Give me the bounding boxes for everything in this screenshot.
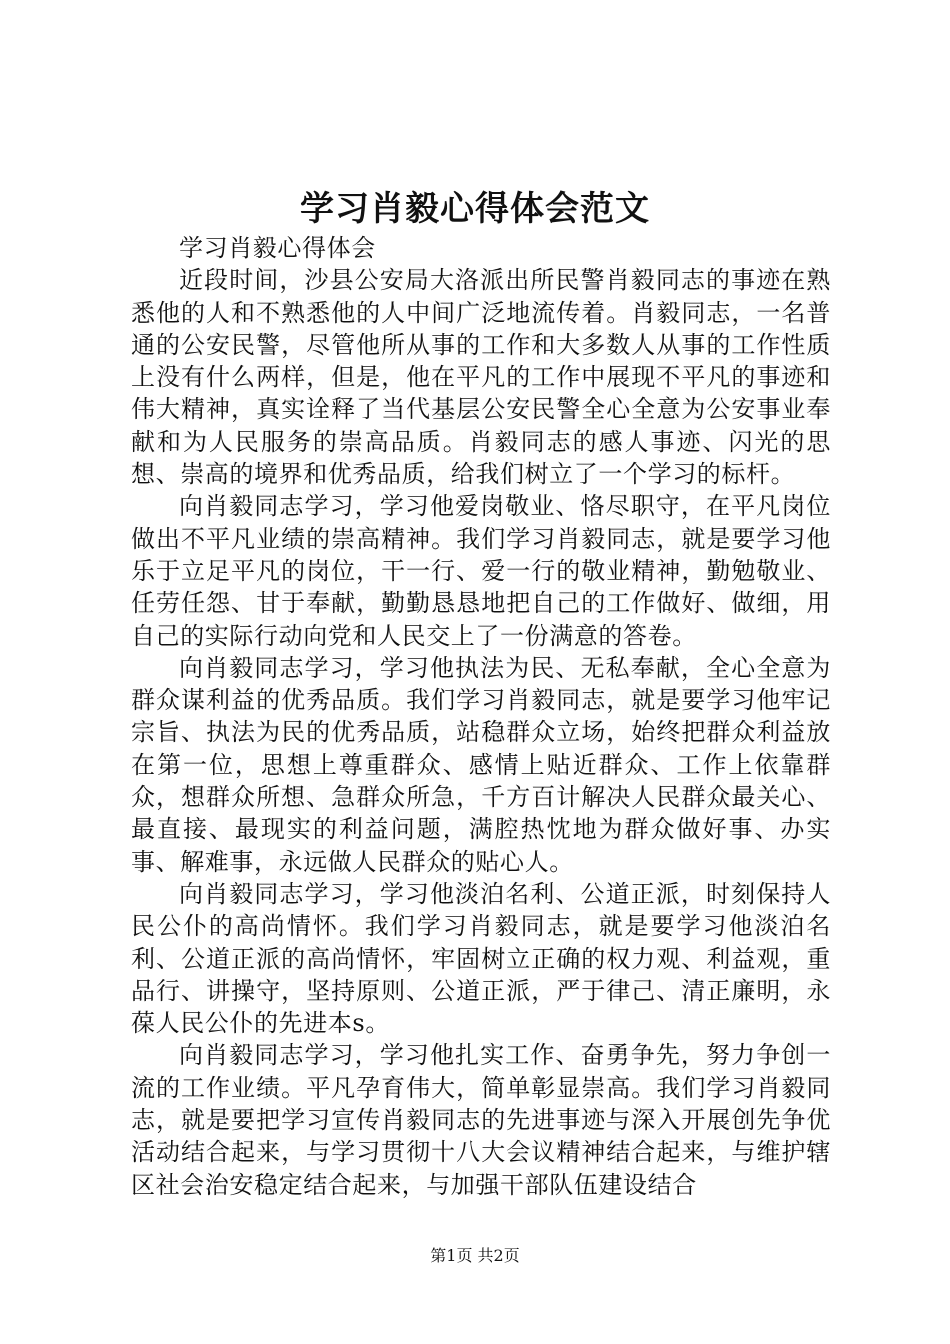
document-body (131, 232, 831, 1201)
paragraph-1: 近段时间，沙县公安局大洛派出所民警肖毅同志的事迹在熟悉他的人和不熟悉他的人中间广泛地流传着。肖毅同志，一名普通的公安民警，尽管他所从事的工作和大多数人从事的工作性质上没有什么两样，但是，他在平凡的工作中展现不平凡的事迹和伟大精神，真实诠释了当代基层公安民警全心全意为公安事业奉献和为人民服务的崇高品质。肖毅同志的感人事迹、闪光的思想、崇高的境界和优秀品质，给我们树立了一个学习的标杆。 (131, 266, 831, 489)
page-footer: 第1页 共2页 (430, 1246, 520, 1265)
paragraph-5: 向肖毅同志学习，学习他扎实工作、奋勇争先，努力争创一流的工作业绩。平凡孕育伟大，简单彰显崇高。我们学习肖毅同志，就是要把学习宣传肖毅同志的先进事迹与深入开展创先争优活动结合起来，与学习贯彻十八大会议精神结合起来，与维护辖区社会治安稳定结合起来，与加强干部队伍建设结合 (131, 1041, 831, 1199)
document-subtitle: 学习肖毅心得体会 (179, 234, 376, 262)
document-title: 学习肖毅心得体会范文 (300, 189, 650, 229)
paragraph-2: 向肖毅同志学习，学习他爱岗敬业、恪尽职守，在平凡岗位做出不平凡业绩的崇高精神。我们学习肖毅同志，就是要学习他乐于立足平凡的岗位，干一行、爱一行的敬业精神，勤勉敬业、任劳任怨、甘于奉献，勤勤恳恳地把自己的工作做好、做细，用自己的实际行动向党和人民交上了一份满意的答卷。 (131, 492, 831, 650)
paragraph-4: 向肖毅同志学习，学习他淡泊名利、公道正派，时刻保持人民公仆的高尚情怀。我们学习肖毅同志，就是要学习他淡泊名利、公道正派的高尚情怀，牢固树立正确的权力观、利益观，重品行、讲操守，坚持原则、公道正派，严于律己、清正廉明，永葆人民公仆的先进本s。 (131, 879, 831, 1038)
paragraph-3: 向肖毅同志学习，学习他执法为民、无私奉献，全心全意为群众谋利益的优秀品质。我们学习肖毅同志，就是要学习他牢记宗旨、执法为民的优秀品质，站稳群众立场，始终把群众利益放在第一位，思想上尊重群众、感情上贴近群众、工作上依靠群众，想群众所想、急群众所急，千方百计解决人民群众最关心、最直接、最现实的利益问题，满腔热忱地为群众做好事、办实事、解难事，永远做人民群众的贴心人。 (131, 653, 831, 876)
